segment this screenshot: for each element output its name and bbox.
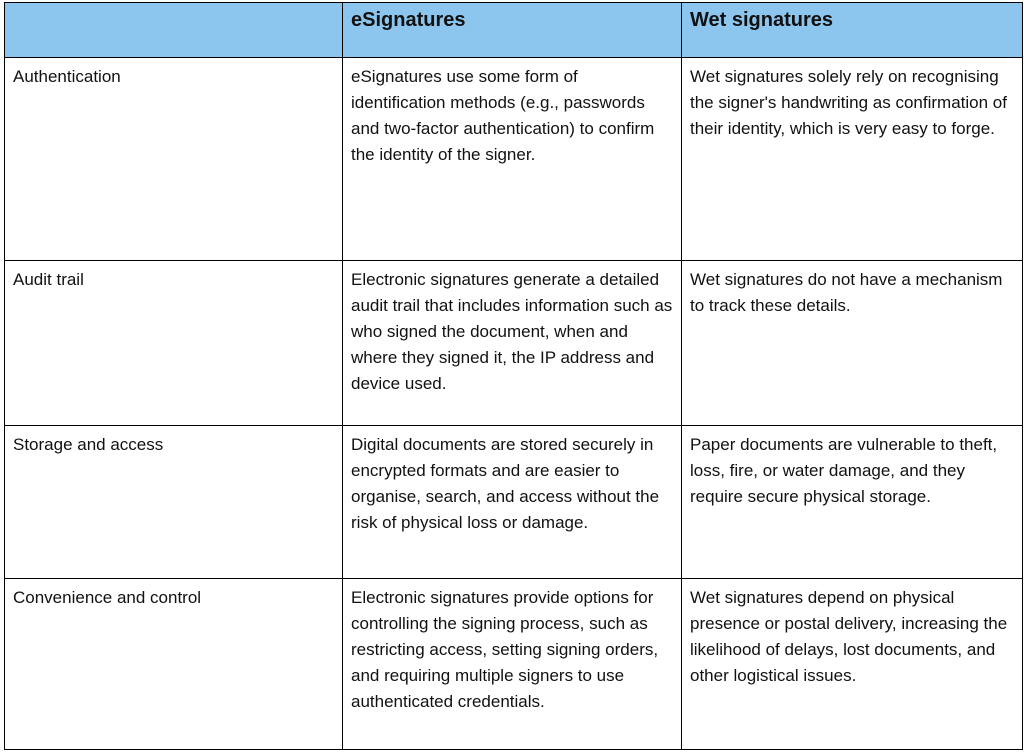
header-wet-signatures: Wet signatures [682, 3, 1023, 58]
wet-cell-audit-trail: Wet signatures do not have a mechanism to track these details. [682, 261, 1023, 426]
table-row [5, 426, 1023, 579]
table-row [5, 58, 1023, 261]
row-label-convenience-and-control: Convenience and control [5, 579, 343, 750]
table-row [5, 261, 1023, 426]
wet-cell-storage-and-access: Paper documents are vulnerable to theft, loss, fire, or water damage, and they require secure physical storage. [682, 426, 1023, 579]
row-label-audit-trail: Audit trail [5, 261, 343, 426]
table-row [5, 579, 1023, 750]
wet-cell-convenience-and-control: Wet signatures depend on physical presence or postal delivery, increasing the likelihood of delays, lost documents, and other logistical issues. [682, 579, 1023, 750]
wet-cell-authentication: Wet signatures solely rely on recognising the signer's handwriting as confirmation of their identity, which is very easy to forge. [682, 58, 1023, 261]
esig-cell-convenience-and-control: Electronic signatures provide options for controlling the signing process, such as restricting access, setting signing orders, and requiring multiple signers to use authenticated credentials. [343, 579, 682, 750]
header-blank-cell [5, 3, 343, 58]
table-body [5, 58, 1023, 750]
header-esignatures: eSignatures [343, 3, 682, 58]
row-label-authentication: Authentication [5, 58, 343, 261]
esig-cell-authentication: eSignatures use some form of identification methods (e.g., passwords and two-factor authentication) to confirm the identity of the signer. [343, 58, 682, 261]
table-header [5, 3, 1023, 58]
esig-cell-audit-trail: Electronic signatures generate a detailed audit trail that includes information such as who signed the document, when and where they signed it, the IP address and device used. [343, 261, 682, 426]
header-row [5, 3, 1023, 58]
row-label-storage-and-access: Storage and access [5, 426, 343, 579]
comparison-table [4, 2, 1023, 750]
esig-cell-storage-and-access: Digital documents are stored securely in encrypted formats and are easier to organise, search, and access without the risk of physical loss or damage. [343, 426, 682, 579]
